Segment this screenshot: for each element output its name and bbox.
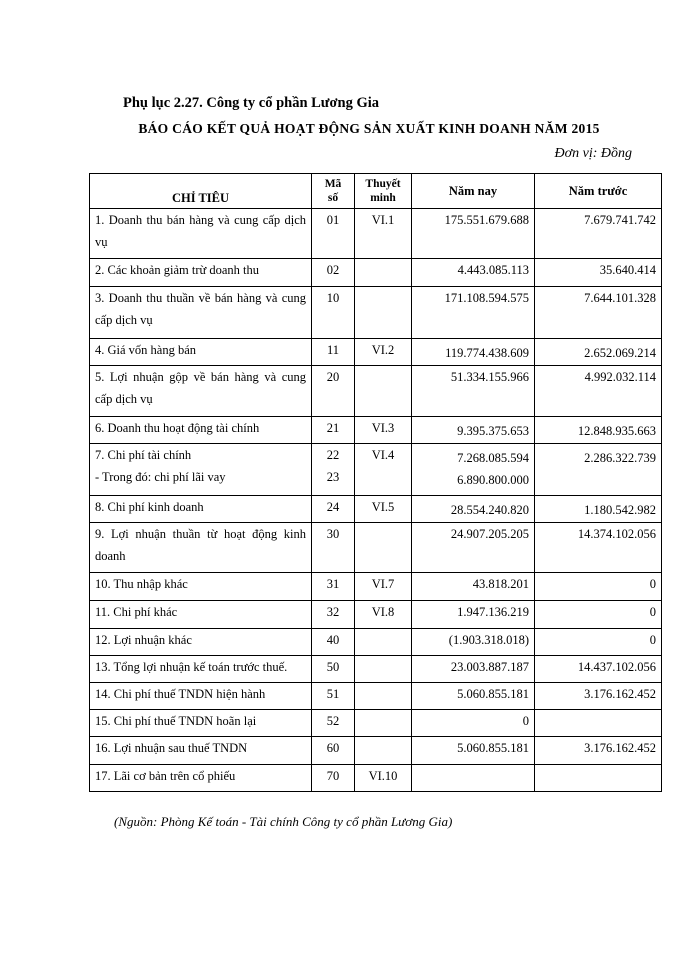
table-row — [90, 339, 662, 366]
row-this-year: 28.554.240.820 — [412, 496, 535, 523]
row-name: 14. Chi phí thuế TNDN hiện hành — [90, 683, 312, 710]
row-last-year: 7.679.741.742 — [535, 209, 662, 259]
row-code: 40 — [312, 629, 355, 656]
row-name: 15. Chi phí thuế TNDN hoãn lại — [90, 710, 312, 737]
table-row — [90, 656, 662, 683]
unit-label: Đơn vị: Đồng — [554, 146, 632, 161]
row-this-year: 23.003.887.187 — [412, 656, 535, 683]
row-name: 6. Doanh thu hoạt động tài chính — [90, 417, 312, 444]
row-note: VI.7 — [355, 573, 412, 601]
row-note: VI.5 — [355, 496, 412, 523]
row-code: 50 — [312, 656, 355, 683]
table-header-row — [90, 174, 662, 209]
row-code: 31 — [312, 573, 355, 601]
row-last-year: 14.374.102.056 — [535, 523, 662, 573]
row-note — [355, 366, 412, 417]
row-name: 10. Thu nhập khác — [90, 573, 312, 601]
row-this-year: 51.334.155.966 — [412, 366, 535, 417]
row-note — [355, 683, 412, 710]
row-name: 12. Lợi nhuận khác — [90, 629, 312, 656]
header-code-line2: số — [327, 192, 339, 204]
row-name: 2. Các khoản giảm trừ doanh thu — [90, 259, 312, 287]
row-code: 10 — [312, 287, 355, 339]
header-code — [312, 174, 355, 209]
row-name: 5. Lợi nhuận gộp về bán hàng và cung cấp dịch vụ — [90, 366, 312, 417]
row-name-sub: - Trong đó: chi phí lãi vay — [95, 470, 226, 484]
row-code: 24 — [312, 496, 355, 523]
header-indicator: CHỈ TIÊU — [90, 174, 312, 209]
table-row — [90, 737, 662, 765]
row-last-year: 0 — [535, 629, 662, 656]
row-last-year: 4.992.032.114 — [535, 366, 662, 417]
row-this-year-sub: 6.890.800.000 — [457, 473, 529, 487]
row-last-year: 7.644.101.328 — [535, 287, 662, 339]
row-this-year-main: 7.268.085.594 — [457, 451, 529, 465]
row-note — [355, 629, 412, 656]
row-this-year: 24.907.205.205 — [412, 523, 535, 573]
row-note: VI.3 — [355, 417, 412, 444]
header-code-line1: Mã — [324, 178, 342, 190]
row-this-year: (1.903.318.018) — [412, 629, 535, 656]
row-last-year: 2.652.069.214 — [535, 339, 662, 366]
row-this-year: 5.060.855.181 — [412, 683, 535, 710]
header-note-line2: minh — [370, 192, 396, 204]
report-title: BÁO CÁO KẾT QUẢ HOẠT ĐỘNG SẢN XUẤT KINH DOANH NĂM 2015 — [138, 121, 600, 136]
row-code-sub: 23 — [326, 470, 340, 484]
header-note — [355, 174, 412, 209]
row-last-year: 35.640.414 — [535, 259, 662, 287]
table-row — [90, 601, 662, 629]
table-row — [90, 259, 662, 287]
row-last-year: 12.848.935.663 — [535, 417, 662, 444]
row-note: VI.1 — [355, 209, 412, 259]
row-code: 52 — [312, 710, 355, 737]
row-last-year — [535, 765, 662, 792]
row-name: 17. Lãi cơ bản trên cổ phiếu — [90, 765, 312, 792]
row-note — [355, 287, 412, 339]
row-note: VI.2 — [355, 339, 412, 366]
source-note: (Nguồn: Phòng Kế toán - Tài chính Công ty cổ phần Lương Gia) — [114, 814, 453, 829]
row-name: 3. Doanh thu thuần về bán hàng và cung cấp dịch vụ — [90, 287, 312, 339]
row-name — [90, 444, 312, 496]
row-this-year: 119.774.438.609 — [412, 339, 535, 366]
table-row — [90, 444, 662, 496]
table-row — [90, 417, 662, 444]
row-this-year: 171.108.594.575 — [412, 287, 535, 339]
table-row — [90, 287, 662, 339]
row-code: 60 — [312, 737, 355, 765]
row-this-year: 4.443.085.113 — [412, 259, 535, 287]
row-this-year — [412, 444, 535, 496]
table-row — [90, 629, 662, 656]
row-this-year — [412, 765, 535, 792]
row-last-year: 1.180.542.982 — [535, 496, 662, 523]
row-code: 51 — [312, 683, 355, 710]
table-row — [90, 765, 662, 792]
row-note: VI.8 — [355, 601, 412, 629]
row-note — [355, 737, 412, 765]
table-row — [90, 573, 662, 601]
row-this-year: 1.947.136.219 — [412, 601, 535, 629]
row-name: 9. Lợi nhuận thuần từ hoạt động kinh doanh — [90, 523, 312, 573]
income-statement-table — [89, 173, 662, 792]
table-row — [90, 683, 662, 710]
table-row — [90, 366, 662, 417]
row-code: 02 — [312, 259, 355, 287]
row-this-year: 43.818.201 — [412, 573, 535, 601]
row-name: 16. Lợi nhuận sau thuế TNDN — [90, 737, 312, 765]
row-code — [312, 444, 355, 496]
row-code: 32 — [312, 601, 355, 629]
row-this-year: 5.060.855.181 — [412, 737, 535, 765]
row-last-year: 0 — [535, 573, 662, 601]
row-code: 11 — [312, 339, 355, 366]
row-code-main: 22 — [326, 448, 340, 462]
row-this-year: 9.395.375.653 — [412, 417, 535, 444]
table-row — [90, 523, 662, 573]
table-row — [90, 496, 662, 523]
table-row — [90, 710, 662, 737]
row-last-year: 3.176.162.452 — [535, 737, 662, 765]
header-note-line1: Thuyết — [365, 178, 401, 190]
row-code: 21 — [312, 417, 355, 444]
row-this-year: 0 — [412, 710, 535, 737]
row-name: 13. Tổng lợi nhuận kế toán trước thuế. — [90, 656, 312, 683]
row-note — [355, 523, 412, 573]
row-name: 8. Chi phí kinh doanh — [90, 496, 312, 523]
row-code: 01 — [312, 209, 355, 259]
row-this-year: 175.551.679.688 — [412, 209, 535, 259]
header-last-year: Năm trước — [535, 174, 662, 209]
row-code: 20 — [312, 366, 355, 417]
row-code: 30 — [312, 523, 355, 573]
row-code: 70 — [312, 765, 355, 792]
row-note — [355, 710, 412, 737]
row-last-year: 0 — [535, 601, 662, 629]
appendix-title: Phụ lục 2.27. Công ty cổ phần Lương Gia — [123, 95, 380, 111]
row-name: 11. Chi phí khác — [90, 601, 312, 629]
row-name: 1. Doanh thu bán hàng và cung cấp dịch vụ — [90, 209, 312, 259]
row-name: 4. Giá vốn hàng bán — [90, 339, 312, 366]
row-note — [355, 259, 412, 287]
row-note: VI.4 — [355, 444, 412, 496]
table-row — [90, 209, 662, 259]
row-note — [355, 656, 412, 683]
row-last-year: 2.286.322.739 — [535, 444, 662, 496]
header-this-year: Năm nay — [412, 174, 535, 209]
row-last-year: 14.437.102.056 — [535, 656, 662, 683]
row-note: VI.10 — [355, 765, 412, 792]
row-name-main: 7. Chi phí tài chính — [95, 448, 192, 462]
row-last-year — [535, 710, 662, 737]
row-last-year: 3.176.162.452 — [535, 683, 662, 710]
